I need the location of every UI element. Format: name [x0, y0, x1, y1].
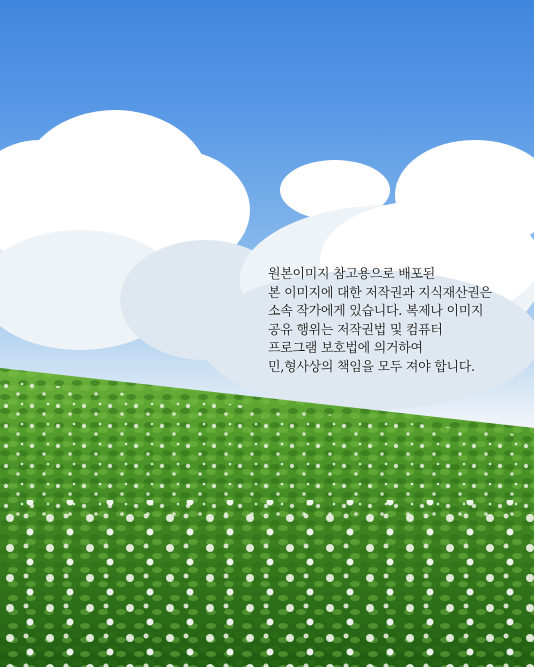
notice-line: 본 이미지에 대한 저작권과 지식재산권은: [268, 285, 492, 301]
notice-line: 공유 행위는 저작권법 및 컴퓨터: [268, 322, 443, 338]
notice-line: 민,형사상의 책임을 모두 져야 합니다.: [268, 359, 475, 375]
copyright-notice: [268, 266, 530, 377]
notice-line: 원본이미지 참고용으로 배포된: [268, 267, 436, 282]
field-flowers-near: [0, 500, 534, 667]
notice-line: 프로그램 보호법에 의거하여: [268, 341, 423, 356]
notice-line: 소속 작가에게 있습니다. 복제나 이미지: [268, 304, 484, 319]
